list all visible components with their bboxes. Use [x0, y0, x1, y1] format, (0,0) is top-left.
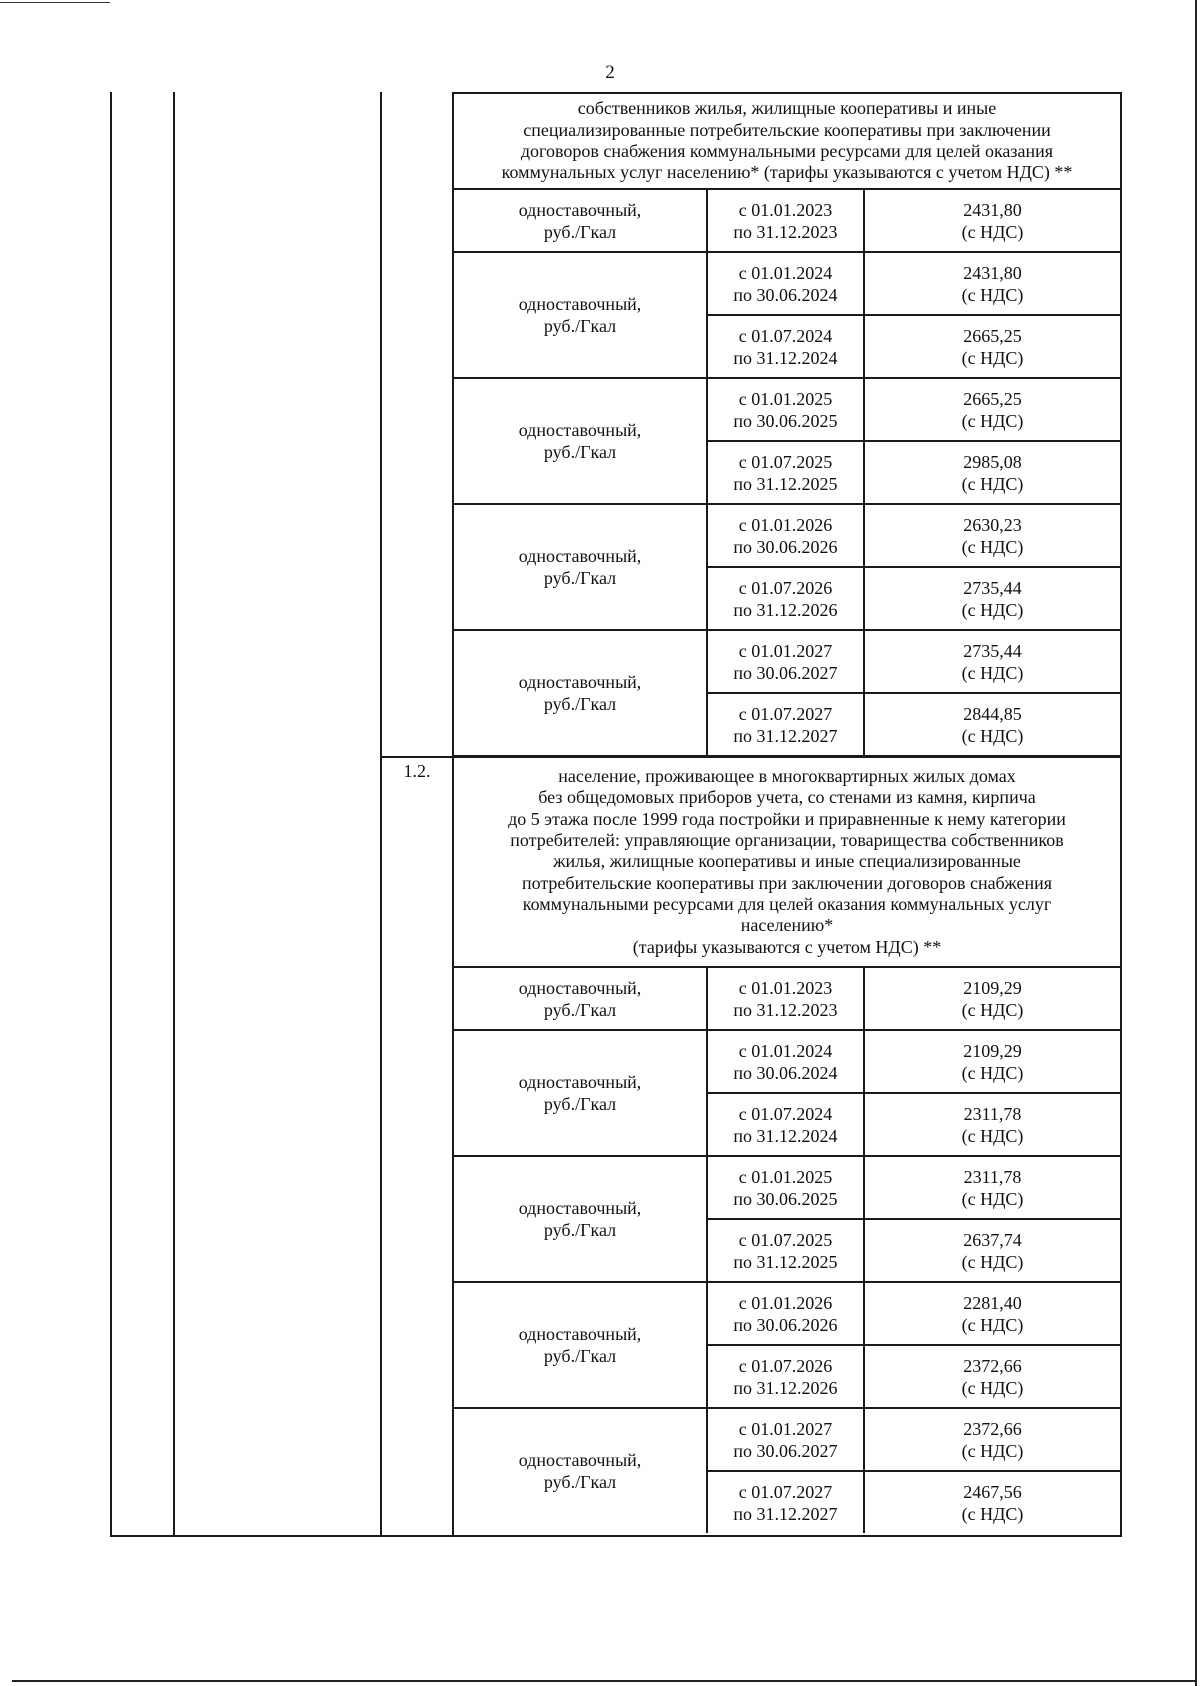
tariff-period-cell — [708, 968, 863, 1029]
tariff-period-cell — [708, 442, 863, 503]
section-description — [454, 758, 1120, 966]
tariff-type-cell-line: одноставочный, — [518, 199, 642, 220]
tariff-period-cell-line: по 30.06.2024 — [733, 1062, 838, 1083]
tariff-value-cell-line: (с НДС) — [961, 1314, 1024, 1335]
tariff-period-cell-line: с 01.07.2025 — [738, 1229, 833, 1250]
section-description-line: собственников жилья, жилищные кооперативы и иные — [577, 98, 997, 119]
section-description-line: потребительские кооперативы при заключении договоров снабжения — [521, 872, 1053, 893]
tariff-value-cell — [865, 1346, 1120, 1407]
tariff-type-cell-line: руб./Гкал — [543, 316, 617, 336]
tariff-value-cell-line: 2637,74 — [963, 1229, 1022, 1250]
tariff-value-cell — [865, 968, 1120, 1029]
tariff-value-cell — [865, 1472, 1120, 1533]
table-bottom-border — [110, 1535, 1122, 1537]
tariff-value-cell — [865, 694, 1120, 755]
tariff-value-cell — [865, 1409, 1120, 1470]
tariff-value-cell-line: (с НДС) — [961, 536, 1024, 557]
tariff-period-cell — [708, 316, 863, 377]
tariff-type-cell-line: руб./Гкал — [543, 694, 617, 714]
tariff-value-cell-line: 2109,29 — [963, 1040, 1022, 1061]
section-description-line: коммунальными ресурсами для целей оказания коммунальных услуг — [522, 893, 1052, 914]
tariff-period-cell-line: с 01.01.2026 — [738, 514, 833, 535]
column-line-1 — [173, 92, 175, 1535]
tariff-period-cell-line: по 31.12.2025 — [733, 1251, 838, 1272]
section-description-line: потребителей: управляющие организации, товарищества собственников — [510, 830, 1064, 851]
tariff-value-cell-line: 2311,78 — [963, 1166, 1022, 1187]
tariff-type-cell-line: руб./Гкал — [543, 568, 617, 588]
tariff-value-cell-line: 2109,29 — [963, 977, 1022, 998]
tariff-type-cell — [454, 253, 706, 377]
tariff-period-cell — [708, 253, 863, 314]
tariff-period-cell — [708, 505, 863, 566]
tariff-type-cell — [454, 190, 706, 251]
tariff-value-cell — [865, 316, 1120, 377]
tariff-period-cell — [708, 694, 863, 755]
tariff-value-cell-line: 2431,80 — [963, 262, 1022, 283]
tariff-value-cell-line: (с НДС) — [961, 1188, 1024, 1209]
tariff-value-cell-line: (с НДС) — [961, 1062, 1024, 1083]
tariff-period-cell-line: по 30.06.2025 — [733, 410, 838, 431]
tariff-period-cell — [708, 1346, 863, 1407]
section-description-line: жилья, жилищные кооперативы и иные специализированные — [553, 851, 1021, 872]
tariff-value-cell-line: 2372,66 — [963, 1418, 1022, 1439]
tariff-type-cell-line: руб./Гкал — [543, 999, 617, 1020]
tariff-period-cell — [708, 1409, 863, 1470]
tariff-type-cell-line: руб./Гкал — [543, 1220, 617, 1240]
section-description-line: до 5 этажа после 1999 года постройки и приравненные к нему категории — [508, 808, 1066, 829]
tariff-value-cell-line: (с НДС) — [961, 599, 1024, 620]
tariff-value-cell-line: (с НДС) — [961, 347, 1024, 368]
tariff-period-cell-line: по 31.12.2024 — [733, 347, 838, 368]
section-description-line: специализированные потребительские кооперативы при заключении — [523, 119, 1051, 140]
tariff-value-cell-line: (с НДС) — [961, 1125, 1024, 1146]
tariff-value-cell-line: (с НДС) — [961, 284, 1024, 305]
tariff-period-cell — [708, 568, 863, 629]
tariff-value-cell-line: 2735,44 — [963, 640, 1022, 661]
tariff-period-cell-line: по 30.06.2026 — [733, 536, 838, 557]
tariff-value-cell — [865, 253, 1120, 314]
tariff-period-cell — [708, 1157, 863, 1218]
tariff-value-cell — [865, 1283, 1120, 1344]
column-line-0 — [110, 92, 112, 1535]
tariff-type-cell-line: руб./Гкал — [543, 1346, 617, 1366]
section-description-line: без общедомовых приборов учета, со стенами из камня, кирпича — [538, 787, 1036, 808]
tariff-type-cell — [454, 1283, 706, 1407]
tariff-value-cell — [865, 568, 1120, 629]
tariff-type-cell — [454, 1409, 706, 1533]
tariff-type-cell-line: руб./Гкал — [543, 221, 617, 242]
tariff-type-cell-line: руб./Гкал — [543, 1472, 617, 1492]
tariff-period-cell-line: с 01.01.2024 — [738, 262, 833, 283]
tariff-value-cell-line: (с НДС) — [961, 473, 1024, 494]
tariff-type-cell — [454, 631, 706, 755]
tariff-period-cell-line: по 31.12.2027 — [733, 725, 838, 746]
tariff-value-cell-line: (с НДС) — [961, 662, 1024, 683]
section-description-line: (тарифы указываются с учетом НДС) ** — [632, 936, 942, 957]
tariff-type-cell — [454, 1157, 706, 1281]
tariff-period-cell-line: по 30.06.2027 — [733, 662, 838, 683]
tariff-value-cell — [865, 1094, 1120, 1155]
tariff-period-cell-line: с 01.07.2027 — [738, 1481, 833, 1502]
tariff-type-cell-line: руб./Гкал — [543, 442, 617, 462]
tariff-value-cell-line: 2735,44 — [963, 577, 1022, 598]
tariff-period-cell-line: по 30.06.2025 — [733, 1188, 838, 1209]
tariff-period-cell-line: с 01.01.2023 — [738, 977, 833, 998]
tariff-value-cell-line: 2311,78 — [963, 1103, 1022, 1124]
section-description — [454, 94, 1120, 188]
tariff-period-cell-line: с 01.07.2026 — [738, 577, 833, 598]
tariff-type-cell-line: одноставочный, — [518, 294, 642, 314]
section-description-line: населению* — [740, 915, 834, 936]
tariff-value-cell-line: 2665,25 — [963, 325, 1022, 346]
section-description-line: коммунальных услуг населению* (тарифы указываются с учетом НДС) ** — [501, 162, 1073, 183]
tariff-period-cell-line: по 30.06.2027 — [733, 1440, 838, 1461]
tariff-period-cell-line: по 30.06.2024 — [733, 284, 838, 305]
tariff-type-cell — [454, 968, 706, 1029]
tariff-value-cell — [865, 1220, 1120, 1281]
tariff-value-cell — [865, 190, 1120, 251]
tariff-value-cell-line: (с НДС) — [961, 725, 1024, 746]
tariff-value-cell — [865, 505, 1120, 566]
tariff-value-cell-line: (с НДС) — [961, 1377, 1024, 1398]
tariff-period-cell-line: с 01.07.2024 — [738, 1103, 833, 1124]
tariff-period-cell — [708, 1094, 863, 1155]
tariff-period-cell-line: с 01.07.2024 — [738, 325, 833, 346]
tariff-period-cell-line: по 31.12.2026 — [733, 1377, 838, 1398]
tariff-period-cell — [708, 1283, 863, 1344]
tariff-period-cell — [708, 379, 863, 440]
tariff-period-cell-line: с 01.01.2026 — [738, 1292, 833, 1313]
tariff-type-cell-line: одноставочный, — [518, 1450, 642, 1470]
tariff-value-cell-line: 2630,23 — [963, 514, 1022, 535]
tariff-value-cell-line: (с НДС) — [961, 999, 1024, 1020]
tariff-value-cell — [865, 1157, 1120, 1218]
tariff-value-cell-line: 2665,25 — [963, 388, 1022, 409]
column-line-2 — [380, 92, 382, 1535]
tariff-period-cell-line: по 31.12.2026 — [733, 599, 838, 620]
tariff-period-cell-line: с 01.01.2027 — [738, 1418, 833, 1439]
tariff-period-cell-line: с 01.01.2023 — [738, 199, 833, 220]
tariff-period-cell-line: по 31.12.2027 — [733, 1503, 838, 1524]
tariff-period-cell-line: с 01.07.2027 — [738, 703, 833, 724]
tariff-value-cell-line: (с НДС) — [961, 410, 1024, 431]
tariff-period-cell-line: по 31.12.2025 — [733, 473, 838, 494]
tariff-value-cell-line: (с НДС) — [961, 1440, 1024, 1461]
tariff-value-cell-line: 2431,80 — [963, 199, 1022, 220]
tariff-value-cell-line: (с НДС) — [961, 1251, 1024, 1272]
tariff-type-cell-line: руб./Гкал — [543, 1094, 617, 1114]
tariff-type-cell — [454, 1031, 706, 1155]
tariff-period-cell — [708, 190, 863, 251]
section-description-line: население, проживающее в многоквартирных жилых домах — [558, 766, 1016, 787]
tariff-period-cell-line: по 31.12.2023 — [733, 221, 838, 242]
tariff-period-cell — [708, 1220, 863, 1281]
section-number — [382, 756, 452, 786]
tariff-type-cell-line: одноставочный, — [518, 1198, 642, 1218]
tariff-period-cell — [708, 1472, 863, 1533]
tariff-value-cell-line: 2844,85 — [963, 703, 1022, 724]
scan-edge-top — [0, 2, 110, 3]
tariff-period-cell-line: с 01.07.2025 — [738, 451, 833, 472]
tariff-period-cell-line: по 31.12.2024 — [733, 1125, 838, 1146]
tariff-value-cell-line: (с НДС) — [961, 221, 1024, 242]
scan-edge-bottom — [12, 1680, 1197, 1682]
tariff-value-cell-line: 2985,08 — [963, 451, 1022, 472]
tariff-value-cell — [865, 442, 1120, 503]
tariff-value-cell-line: 2281,40 — [963, 1292, 1022, 1313]
tariff-value-cell-line: (с НДС) — [961, 1503, 1024, 1524]
tariff-period-cell-line: с 01.01.2024 — [738, 1040, 833, 1061]
tariff-period-cell-line: с 01.01.2025 — [738, 1166, 833, 1187]
tariff-type-cell-line: одноставочный, — [518, 672, 642, 692]
tariff-type-cell-line: одноставочный, — [518, 420, 642, 440]
tariff-period-cell-line: с 01.07.2026 — [738, 1355, 833, 1376]
tariff-value-cell-line: 2467,56 — [963, 1481, 1022, 1502]
tariff-value-cell — [865, 379, 1120, 440]
section-number-line: 1.2. — [403, 761, 431, 781]
tariff-period-cell-line: с 01.01.2027 — [738, 640, 833, 661]
column-line-6 — [1120, 92, 1122, 1535]
tariff-value-cell — [865, 1031, 1120, 1092]
tariff-period-cell-line: по 30.06.2026 — [733, 1314, 838, 1335]
tariff-type-cell-line: одноставочный, — [518, 977, 642, 998]
tariff-period-cell — [708, 1031, 863, 1092]
tariff-period-cell — [708, 631, 863, 692]
tariff-type-cell-line: одноставочный, — [518, 1072, 642, 1092]
tariff-type-cell — [454, 379, 706, 503]
tariff-type-cell — [454, 505, 706, 629]
scan-edge-right — [1195, 0, 1197, 1686]
tariff-type-cell-line: одноставочный, — [518, 546, 642, 566]
tariff-type-cell-line: одноставочный, — [518, 1324, 642, 1344]
tariff-period-cell-line: по 31.12.2023 — [733, 999, 838, 1020]
page-number: 2 — [605, 62, 615, 83]
tariff-value-cell-line: 2372,66 — [963, 1355, 1022, 1376]
section-description-line: договоров снабжения коммунальными ресурсами для целей оказания — [520, 141, 1054, 161]
tariff-period-cell-line: с 01.01.2025 — [738, 388, 833, 409]
tariff-value-cell — [865, 631, 1120, 692]
